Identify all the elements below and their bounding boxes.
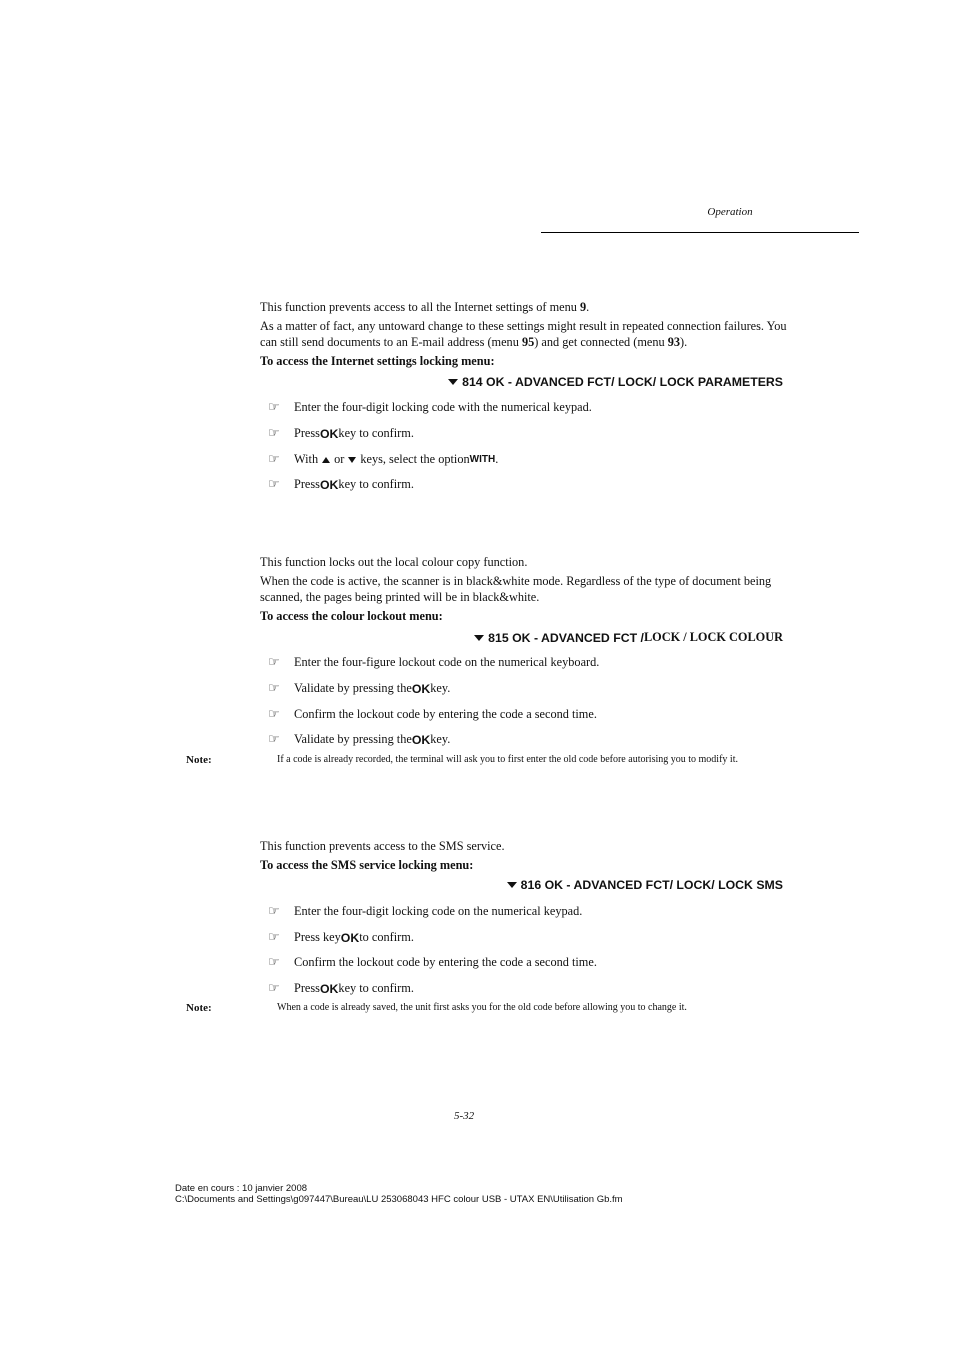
section1-lead: To access the Internet settings locking menu: [260,354,495,368]
menu-number: 95 [521,335,535,349]
menu-number: 9 [579,300,587,314]
step-text: keys, select the option [360,452,470,466]
ok-key-label: OK [411,681,431,696]
section1-step-1 [268,400,592,415]
ok-key-label: OK [319,477,339,492]
section2-step-4 [268,732,450,747]
pointing-hand-icon: ☞ [268,930,280,945]
section3-note-label: Note: [186,1002,212,1014]
step-text: Enter the four-digit locking code on the numerical keypad. [294,904,583,918]
section1-step-3 [268,452,498,467]
section3-note-text: When a code is already saved, the unit first asks you for the old code before allowing you to change it. [277,1002,687,1013]
step-text: Press key [294,930,341,944]
section1-paragraph [260,318,790,350]
section2-lead: To access the colour lockout menu: [260,609,443,623]
section3-menu-path [507,878,783,892]
section1-step-4 [268,477,414,492]
section2-step-1 [268,655,599,670]
section1-step-2 [268,426,414,441]
section2-intro: This function locks out the local colour copy function. [260,555,528,569]
step-text: or [334,452,345,466]
down-arrow-icon [348,457,356,463]
step-text: Press [294,477,320,491]
page-number: 5-32 [454,1110,475,1122]
option-with: WITH [469,454,496,465]
header-section-label: Operation [707,206,753,218]
ok-key-label: OK [340,930,360,945]
header-rule [541,232,859,233]
down-triangle-icon [474,635,484,641]
step-text: Enter the four-digit locking code with the numerical keypad. [294,400,592,414]
text: ). [680,335,688,349]
text: ) and get connected (menu [534,335,668,349]
section3-lead: To access the SMS service locking menu: [260,858,474,872]
pointing-hand-icon: ☞ [268,452,280,467]
step-text: Validate by pressing the [294,681,412,695]
down-triangle-icon [448,379,458,385]
menu-path-text: 814 OK - ADVANCED FCT/ LOCK/ LOCK PARAMETERS [462,375,783,389]
menu-path-text: 815 OK - ADVANCED FCT / [488,630,644,645]
down-triangle-icon [507,882,517,888]
section3-step-1 [268,904,582,919]
section2-step-2 [268,681,450,696]
step-text: Press [294,426,320,440]
section3-step-3 [268,955,597,970]
step-text: . [495,452,499,466]
text: This function prevents access to all the Internet settings of menu [260,300,580,314]
pointing-hand-icon: ☞ [268,681,280,696]
section2-note-label: Note: [186,754,212,766]
text: . [586,300,590,314]
pointing-hand-icon: ☞ [268,400,280,415]
pointing-hand-icon: ☞ [268,426,280,441]
section2-note-text: If a code is already recorded, the terminal will ask you to first enter the old code before autorising you to modify it. [277,754,738,765]
step-text: Confirm the lockout code by entering the code a second time. [294,707,597,721]
step-text: Enter the four-figure lockout code on the numerical keyboard. [294,655,600,669]
section1-menu-path [448,375,783,389]
section2-step-3 [268,707,597,722]
step-text: Press [294,981,320,995]
step-text: Confirm the lockout code by entering the code a second time. [294,955,597,969]
step-text: Validate by pressing the [294,732,412,746]
section3-step-2 [268,930,414,945]
pointing-hand-icon: ☞ [268,955,280,970]
pointing-hand-icon: ☞ [268,732,280,747]
step-text: key. [430,732,451,746]
pointing-hand-icon: ☞ [268,655,280,670]
pointing-hand-icon: ☞ [268,707,280,722]
pointing-hand-icon: ☞ [268,477,280,492]
pointing-hand-icon: ☞ [268,981,280,996]
section3-step-4 [268,981,414,996]
section3-intro: This function prevents access to the SMS service. [260,839,505,853]
step-text: key. [430,681,451,695]
step-text: key to confirm. [338,426,414,440]
step-text: key to confirm. [338,477,414,491]
ok-key-label: OK [411,732,431,747]
menu-path-text: LOCK / LOCK COLOUR [643,630,783,644]
footer-date: Date en cours : 10 janvier 2008 [175,1183,308,1194]
step-text: to confirm. [359,930,414,944]
ok-key-label: OK [319,981,339,996]
footer-file-path: C:\Documents and Settings\g097447\Bureau\LU 253068043 HFC colour USB - UTAX EN\Utilisation Gb.fm [175,1194,623,1205]
pointing-hand-icon: ☞ [268,904,280,919]
ok-key-label: OK [319,426,339,441]
step-text: With [294,452,319,466]
section1-intro [260,299,790,315]
menu-path-text: 816 OK - ADVANCED FCT/ LOCK/ LOCK SMS [520,878,783,892]
up-arrow-icon [322,457,330,463]
section2-menu-path [474,630,783,645]
menu-number: 93 [667,335,681,349]
text: As a matter of fact, any untoward change to these settings might result in repeated connection failures. You can still send documents to an E-mail address (menu [260,319,787,349]
section2-paragraph: When the code is active, the scanner is in black&white mode. Regardless of the type of document being scanned, the pages being printed will be in black&white. [260,574,772,604]
step-text: key to confirm. [338,981,414,995]
